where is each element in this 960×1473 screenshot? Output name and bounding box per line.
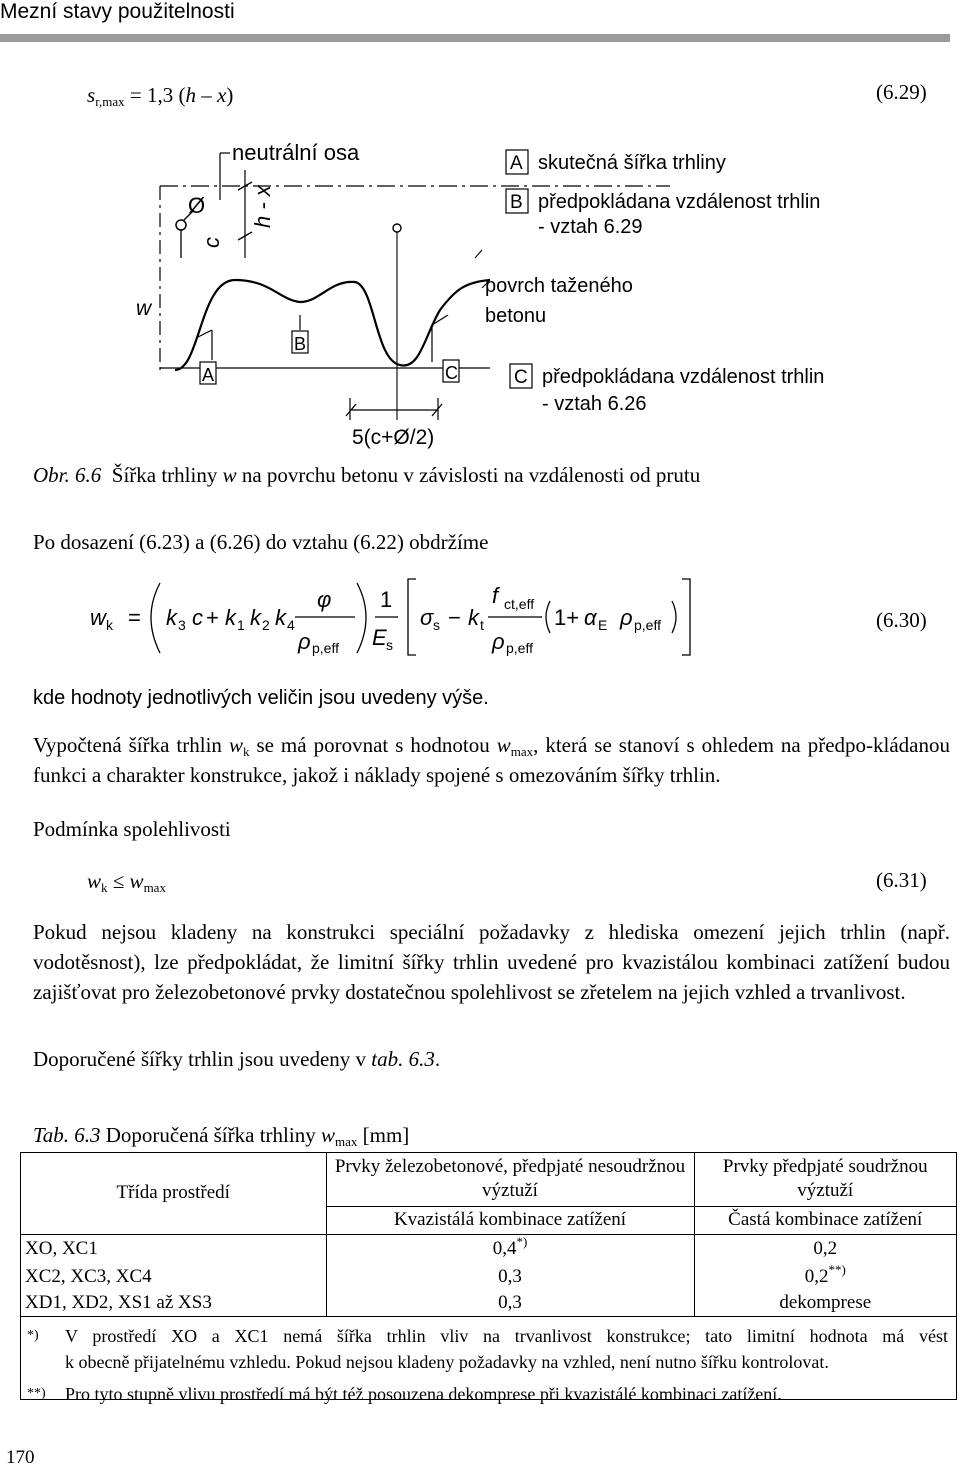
svg-text:k: k	[250, 605, 261, 630]
surface-label-line1: povrch taženého	[485, 275, 633, 297]
equation-6-29: $s_{r,max} = 1,3$ (h – x)	[87, 83, 234, 109]
cell-class: XC2, XC3, XC4	[25, 1265, 152, 1287]
table-row	[21, 1234, 956, 1263]
legend-C-text: předpokládana vzdálenost trhlin	[542, 366, 825, 388]
svg-text:φ: φ	[317, 587, 332, 612]
running-header: Mezní stavy použitelnosti	[0, 0, 235, 23]
note-2: **) Pro tyto stupně vlivu prostředí má být též posouzena dekomprese při kvazistálé kombinaci zatížení.	[27, 1383, 782, 1404]
equation-6-30	[80, 575, 880, 665]
cover-label: c	[199, 237, 224, 248]
svg-text:σ: σ	[420, 605, 434, 630]
rebar-circle	[176, 220, 186, 230]
equation-6-31: $w_k \le w_{max}$	[87, 869, 166, 895]
svg-text:1+: 1+	[554, 605, 580, 630]
w-label: w	[136, 297, 152, 320]
header-environment-class: Třída prostředí	[116, 1182, 230, 1204]
legend-B-sub: - vztah 6.29	[538, 216, 643, 238]
crack-width-table	[21, 1153, 956, 1417]
svg-text:1: 1	[237, 617, 245, 633]
svg-text:=: =	[128, 605, 141, 630]
table-notes-row	[21, 1316, 956, 1417]
cell-value-prestressed: 0,2	[694, 1234, 956, 1263]
marker-B: B	[294, 334, 307, 354]
reliability-heading: Podmínka spolehlivosti	[33, 817, 231, 841]
svg-text:α: α	[584, 605, 597, 630]
figure-caption: Obr. 6.6 Šířka trhliny w na povrchu betonu v závislosti na vzdálenosti od prutu	[33, 463, 701, 487]
cell-class: XO, XC1	[21, 1234, 326, 1263]
svg-text:p,eff: p,eff	[312, 640, 339, 656]
table-caption: Tab. 6.3 Doporučená šířka trhliny $w_{max}$ [mm]	[33, 1123, 410, 1149]
header-quasi-permanent: Kvazistálá kombinace zatížení	[326, 1206, 694, 1234]
table-row	[21, 1290, 956, 1316]
header-rule	[0, 34, 950, 42]
equation-number-6-31: (6.31)	[876, 868, 927, 892]
svg-text:3: 3	[178, 617, 186, 633]
cell-value-rc: 0,4*)	[326, 1234, 694, 1263]
surface-label-line2: betonu	[485, 305, 547, 327]
svg-text:ct,eff: ct,eff	[504, 596, 535, 612]
page-number: 170	[6, 1447, 35, 1468]
svg-text:E: E	[372, 625, 387, 650]
cell-value-prestressed: 0,2**)	[694, 1263, 956, 1290]
legend-A-key: A	[510, 153, 523, 174]
compare-paragraph: Vypočtená šířka trhlin $w_k$ se má porovnat s hodnotou $w_{max}$, která se stanoví s ohledem na předpo-kládanou funkci a charakter konstrukce, jakož i náklady spojené s omezováním šířky trhlin.	[33, 733, 951, 787]
svg-text:2: 2	[262, 617, 270, 633]
svg-text:t: t	[480, 617, 484, 633]
marker-C: C	[445, 363, 458, 383]
crack-width-figure	[120, 130, 860, 460]
neutral-axis-label: neutrální osa	[232, 140, 360, 165]
svg-text:f: f	[492, 583, 499, 608]
legend-B-text: předpokládana vzdálenost trhlin	[538, 191, 821, 213]
requirements-paragraph: Pokud nejsou kladeny na konstrukci speciální požadavky z hlediska omezení jejich trhlin (např. vodotěsnost), lze předpokládat, že limitní šířky trhlin uvedené pro kvazistálou kombinaci zatížení budou zajišťovat pro železobetonové prvky dostatečnou spolehlivost se zřetelem na jejich vzhled a trvanlivost.	[33, 920, 950, 1004]
header-rc-elements: Prvky železobetonové, předpjaté nesoudržnou výztuží	[326, 1153, 694, 1206]
svg-text:w: w	[90, 605, 106, 630]
equation-number-6-30: (6.30)	[876, 608, 927, 632]
svg-text:p,eff: p,eff	[506, 640, 533, 656]
svg-text:E: E	[598, 617, 608, 633]
note-1: *) V prostředí XO a XC1 nemá šířka trhlin vliv na trvanlivost konstrukce; tato limitní hodnota má vést	[27, 1325, 948, 1346]
legend-C-sub: - vztah 6.26	[542, 393, 647, 415]
bar-diameter-label: Ø	[188, 193, 206, 218]
substitution-paragraph: Po dosazení (6.23) a (6.26) do vztahu (6.22) obdržíme	[33, 530, 489, 554]
table-row	[21, 1263, 956, 1290]
svg-text:ρ: ρ	[492, 629, 505, 654]
cell-class: XD1, XD2, XS1 až XS3	[25, 1291, 212, 1313]
svg-text:k: k	[225, 605, 236, 630]
marker-A: A	[202, 365, 215, 385]
values-paragraph: kde hodnoty jednotlivých veličin jsou uvedeny výše.	[33, 687, 489, 709]
svg-text:−: −	[448, 605, 461, 630]
svg-text:ρ: ρ	[298, 629, 311, 654]
svg-text:c: c	[192, 605, 203, 630]
svg-text:4: 4	[287, 617, 295, 633]
equation-number-6-29: (6.29)	[876, 80, 927, 104]
cell-value-rc: 0,3	[326, 1263, 694, 1290]
note-1-continued: k obecně přijatelnému vzhledu. Pokud nejsou kladeny požadavky na vzhled, není nutno šířku kontrolovat.	[65, 1351, 829, 1372]
svg-text:p,eff: p,eff	[634, 617, 661, 633]
spacing-label: 5(c+Ø/2)	[352, 426, 435, 449]
svg-text:k: k	[166, 605, 177, 630]
header-frequent: Častá kombinace zatížení	[694, 1206, 956, 1234]
svg-text:s: s	[433, 617, 440, 633]
svg-text:+: +	[206, 605, 219, 630]
svg-text:ρ: ρ	[620, 605, 633, 630]
middle-bar-circle	[393, 224, 401, 232]
svg-text:k: k	[468, 605, 479, 630]
svg-text:k: k	[106, 617, 113, 633]
cell-value-prestressed: dekomprese	[694, 1290, 956, 1316]
recommend-paragraph: Doporučené šířky trhlin jsou uvedeny v tab. 6.3.	[33, 1047, 441, 1071]
legend-C-key: C	[514, 367, 528, 388]
cell-value-rc: 0,3	[326, 1290, 694, 1316]
table-notes	[21, 1316, 956, 1417]
svg-text:1: 1	[380, 587, 393, 612]
hx-label: h - x	[250, 185, 275, 228]
header-prestressed-elements: Prvky předpjaté soudržnou výztuží	[694, 1153, 956, 1206]
crack-width-curve	[175, 280, 490, 370]
legend-B-key: B	[510, 192, 523, 213]
legend-A-text: skutečná šířka trhliny	[538, 152, 726, 174]
svg-text:s: s	[386, 637, 393, 653]
svg-text:k: k	[275, 605, 286, 630]
